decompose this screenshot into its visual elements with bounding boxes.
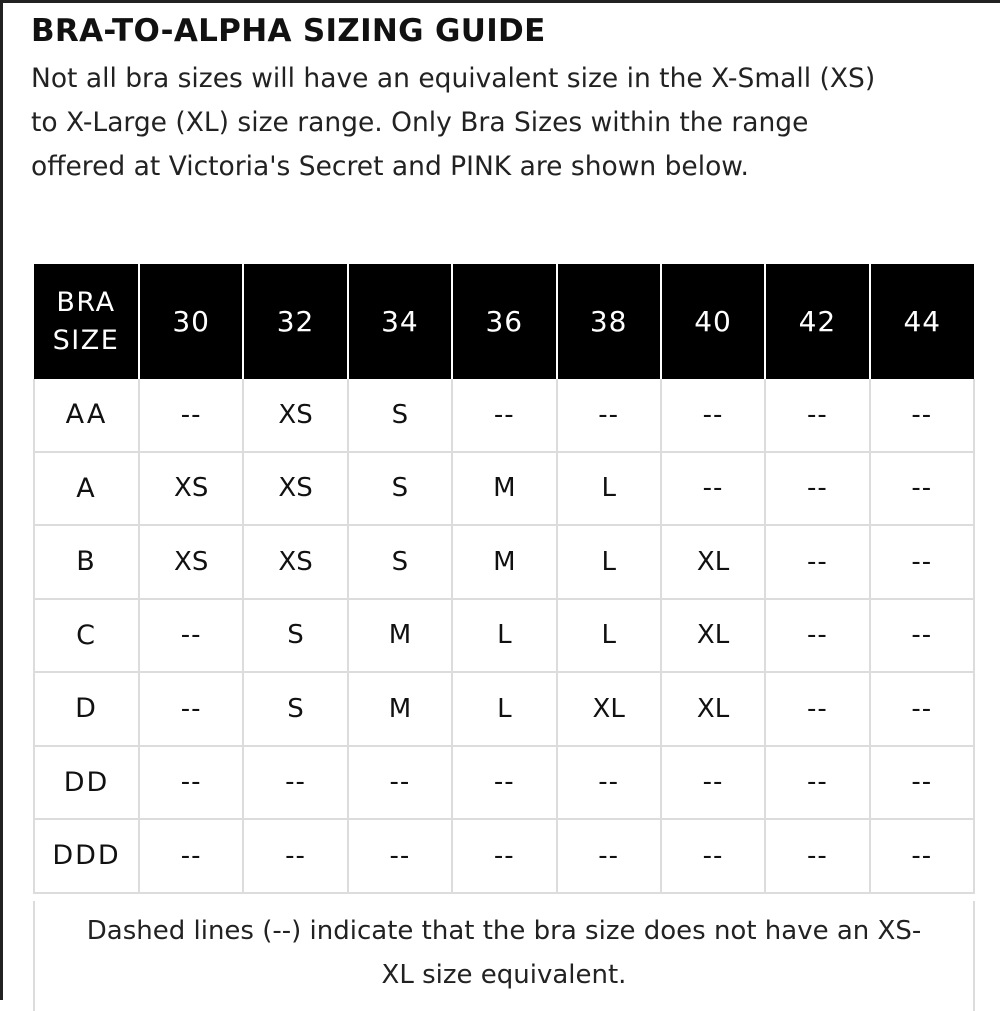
table-cell: -- (870, 672, 974, 746)
table-cell: -- (765, 525, 869, 599)
table-cell: -- (661, 452, 765, 526)
table-cell: -- (661, 379, 765, 452)
corner-header (34, 264, 139, 379)
sizing-table-container (33, 264, 975, 894)
table-cell: XS (243, 379, 347, 452)
corner-label-line: BRA (56, 286, 116, 318)
band-size-header: 40 (661, 264, 765, 379)
table-cell: -- (348, 819, 452, 893)
table-cell: L (557, 452, 661, 526)
cup-size-label: B (34, 525, 139, 599)
table-cell: S (348, 379, 452, 452)
table-cell: -- (870, 746, 974, 820)
intro-text (31, 57, 981, 189)
page-title: BRA-TO-ALPHA SIZING GUIDE (31, 13, 546, 49)
table-cell: -- (870, 525, 974, 599)
table-cell: -- (139, 819, 243, 893)
table-cell: -- (870, 599, 974, 673)
footnote (33, 901, 975, 1011)
table-cell: XS (139, 525, 243, 599)
table-row (34, 525, 974, 599)
table-cell: -- (452, 819, 556, 893)
table-cell: XL (557, 672, 661, 746)
sizing-table (33, 264, 975, 894)
footnote-line: Dashed lines (--) indicate that the bra size does not have an XS- (86, 916, 922, 946)
table-cell: XS (139, 452, 243, 526)
table-cell: XL (661, 599, 765, 673)
table-cell: -- (765, 746, 869, 820)
table-cell: -- (243, 746, 347, 820)
band-size-header: 34 (348, 264, 452, 379)
table-cell: S (348, 525, 452, 599)
table-cell: -- (557, 819, 661, 893)
table-cell: M (452, 525, 556, 599)
table-cell: -- (557, 746, 661, 820)
table-row (34, 672, 974, 746)
table-row (34, 452, 974, 526)
table-header-row (34, 264, 974, 379)
table-cell: M (348, 672, 452, 746)
table-cell: -- (139, 379, 243, 452)
table-cell: -- (348, 746, 452, 820)
table-cell: M (452, 452, 556, 526)
table-cell: L (557, 525, 661, 599)
table-cell: XL (661, 525, 765, 599)
table-cell: L (452, 599, 556, 673)
table-cell: -- (765, 819, 869, 893)
table-cell: -- (139, 599, 243, 673)
cup-size-label: A (34, 452, 139, 526)
table-cell: -- (765, 379, 869, 452)
cup-size-label: DD (34, 746, 139, 820)
band-size-header: 36 (452, 264, 556, 379)
table-row (34, 599, 974, 673)
table-cell: -- (870, 452, 974, 526)
table-cell: XS (243, 452, 347, 526)
table-cell: S (348, 452, 452, 526)
table-cell: -- (452, 746, 556, 820)
band-size-header: 42 (765, 264, 869, 379)
table-cell: S (243, 672, 347, 746)
table-row (34, 379, 974, 452)
table-cell: -- (765, 599, 869, 673)
table-cell: -- (765, 672, 869, 746)
cup-size-label: C (34, 599, 139, 673)
cup-size-label: D (34, 672, 139, 746)
table-cell: -- (243, 819, 347, 893)
table-cell: L (452, 672, 556, 746)
table-cell: -- (870, 819, 974, 893)
footnote-line: XL size equivalent. (381, 960, 627, 990)
table-cell: XL (661, 672, 765, 746)
band-size-header: 38 (557, 264, 661, 379)
intro-line: offered at Victoria's Secret and PINK are shown below. (31, 151, 749, 182)
cup-size-label: DDD (34, 819, 139, 893)
band-size-header: 44 (870, 264, 974, 379)
table-cell: -- (139, 746, 243, 820)
band-size-header: 30 (139, 264, 243, 379)
table-cell: -- (452, 379, 556, 452)
table-cell: M (348, 599, 452, 673)
table-cell: -- (139, 672, 243, 746)
table-row (34, 746, 974, 820)
table-cell: XS (243, 525, 347, 599)
table-cell: -- (661, 746, 765, 820)
table-cell: L (557, 599, 661, 673)
table-row (34, 819, 974, 893)
table-cell: -- (557, 379, 661, 452)
band-size-header: 32 (243, 264, 347, 379)
table-cell: S (243, 599, 347, 673)
cup-size-label: AA (34, 379, 139, 452)
intro-line: Not all bra sizes will have an equivalent size in the X-Small (XS) (31, 63, 876, 94)
corner-label-line: SIZE (52, 324, 120, 356)
table-cell: -- (870, 379, 974, 452)
intro-line: to X-Large (XL) size range. Only Bra Sizes within the range (31, 107, 809, 138)
table-cell: -- (765, 452, 869, 526)
table-cell: -- (661, 819, 765, 893)
